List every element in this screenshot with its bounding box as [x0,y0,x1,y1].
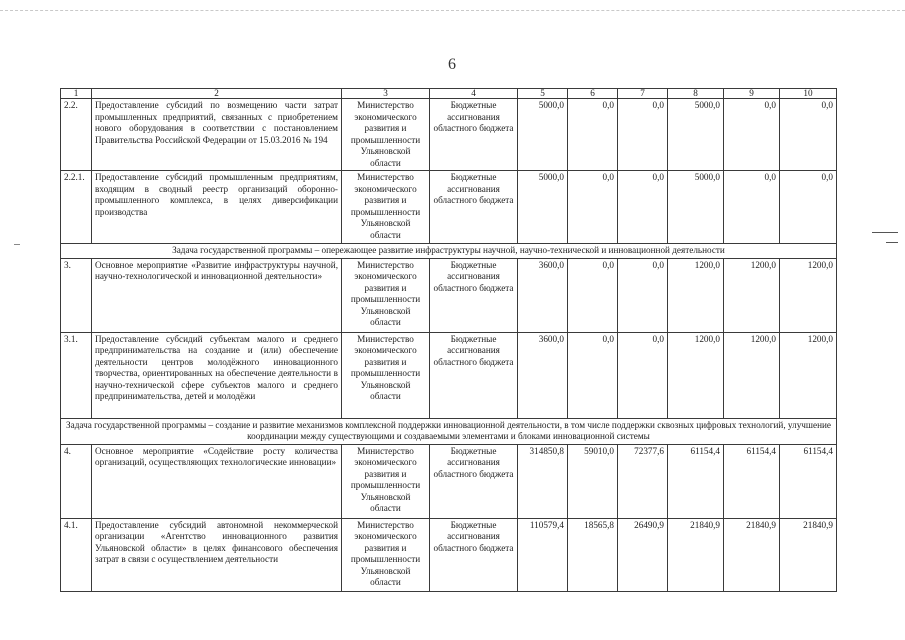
activity-description: Предоставление субсидий субъектам малого и среднего предпринимательства на создание и (или) обеспечение деятельности центров молодёжного инновационного творчества, ориентированных на обеспечение деятельности в научно-технической сфере субъектов малого и среднего предпринимательства, детей и молодёжи [92,332,342,418]
value-col-9: 1200,0 [724,258,780,332]
scan-artifact-mark [872,232,898,233]
value-col-5: 3600,0 [518,258,568,332]
executor: Министерство экономического развития и промышленности Ульяновской области [342,99,430,171]
page-number: 6 [448,56,456,73]
activity-description: Предоставление субсидий по возмещению части затрат промышленных предприятий, связанных с приобретением нового оборудования в соответствии с постановлением Правительства Российской Федерации от 15.03.2016 № 194 [92,99,342,171]
row-number: 4.1. [61,518,92,591]
col-header-4: 4 [430,89,518,99]
value-col-7: 0,0 [618,332,668,418]
funding-source: Бюджетные ассигнования областного бюджета [430,332,518,418]
table-row-4 [61,444,837,518]
col-header-9: 9 [724,89,780,99]
table-row-2-2-1 [61,171,837,244]
scan-artifact-mark [886,242,898,243]
value-col-8: 61154,4 [668,444,724,518]
value-col-8: 21840,9 [668,518,724,591]
value-col-9: 21840,9 [724,518,780,591]
value-col-8: 1200,0 [668,258,724,332]
value-col-8: 1200,0 [668,332,724,418]
value-col-9: 1200,0 [724,332,780,418]
value-col-9: 0,0 [724,99,780,171]
value-col-10: 1200,0 [780,258,837,332]
scan-artifact-mark [14,244,20,245]
value-col-8: 5000,0 [668,171,724,244]
executor: Министерство экономического развития и промышленности Ульяновской области [342,258,430,332]
value-col-6: 18565,8 [568,518,618,591]
executor: Министерство экономического развития и промышленности Ульяновской области [342,171,430,244]
value-col-6: 59010,0 [568,444,618,518]
task-heading: Задача государственной программы – создание и развитие механизмов комплексной поддержки инновационной деятельности, в том числе поддержки сквозных цифровых технологий, улучшение координации между существующими и создаваемыми элементами и блоками инновационной системы [61,418,837,444]
task-heading: Задача государственной программы – опережающее развитие инфраструктуры научной, научно-технической и инновационной деятельности [61,244,837,259]
table-row-4-1 [61,518,837,591]
executor: Министерство экономического развития и промышленности Ульяновской области [342,518,430,591]
col-header-2: 2 [92,89,342,99]
value-col-5: 110579,4 [518,518,568,591]
column-number-row [61,89,837,99]
value-col-10: 61154,4 [780,444,837,518]
col-header-3: 3 [342,89,430,99]
activity-description: Предоставление субсидий автономной некоммерческой организации «Агентство инновационного развития Ульяновской области» в целях финансового обеспечения затрат в связи с осуществлением деятельности [92,518,342,591]
value-col-7: 0,0 [618,258,668,332]
value-col-10: 1200,0 [780,332,837,418]
value-col-5: 3600,0 [518,332,568,418]
task-heading-row [61,418,837,444]
value-col-7: 26490,9 [618,518,668,591]
col-header-10: 10 [780,89,837,99]
executor: Министерство экономического развития и промышленности Ульяновской области [342,444,430,518]
funding-source: Бюджетные ассигнования областного бюджета [430,444,518,518]
funding-source: Бюджетные ассигнования областного бюджета [430,99,518,171]
value-col-10: 0,0 [780,171,837,244]
program-activities-table [60,88,837,592]
col-header-5: 5 [518,89,568,99]
table-row-3-1 [61,332,837,418]
value-col-5: 5000,0 [518,171,568,244]
value-col-8: 5000,0 [668,99,724,171]
funding-source: Бюджетные ассигнования областного бюджета [430,258,518,332]
page-top-edge [0,10,905,11]
executor: Министерство экономического развития и промышленности Ульяновской области [342,332,430,418]
activity-description: Предоставление субсидий промышленным предприятиям, входящим в сводный реестр организаций оборонно-промышленного комплекса, в целях диверсификации производства [92,171,342,244]
funding-source: Бюджетные ассигнования областного бюджета [430,171,518,244]
col-header-8: 8 [668,89,724,99]
col-header-1: 1 [61,89,92,99]
row-number: 3. [61,258,92,332]
activity-description: Основное мероприятие «Содействие росту количества организаций, осуществляющих технологические инновации» [92,444,342,518]
value-col-7: 0,0 [618,99,668,171]
value-col-6: 0,0 [568,258,618,332]
row-number: 2.2. [61,99,92,171]
col-header-7: 7 [618,89,668,99]
value-col-5: 5000,0 [518,99,568,171]
value-col-6: 0,0 [568,171,618,244]
value-col-10: 0,0 [780,99,837,171]
value-col-7: 72377,6 [618,444,668,518]
col-header-6: 6 [568,89,618,99]
value-col-7: 0,0 [618,171,668,244]
value-col-6: 0,0 [568,332,618,418]
table-row-3 [61,258,837,332]
value-col-10: 21840,9 [780,518,837,591]
funding-source: Бюджетные ассигнования областного бюджета [430,518,518,591]
value-col-6: 0,0 [568,99,618,171]
task-heading-row [61,244,837,259]
table-row-2-2 [61,99,837,171]
value-col-9: 0,0 [724,171,780,244]
row-number: 4. [61,444,92,518]
value-col-9: 61154,4 [724,444,780,518]
row-number: 2.2.1. [61,171,92,244]
value-col-5: 314850,8 [518,444,568,518]
activity-description: Основное мероприятие «Развитие инфраструктуры научной, научно-технологической и инновационной деятельности» [92,258,342,332]
row-number: 3.1. [61,332,92,418]
